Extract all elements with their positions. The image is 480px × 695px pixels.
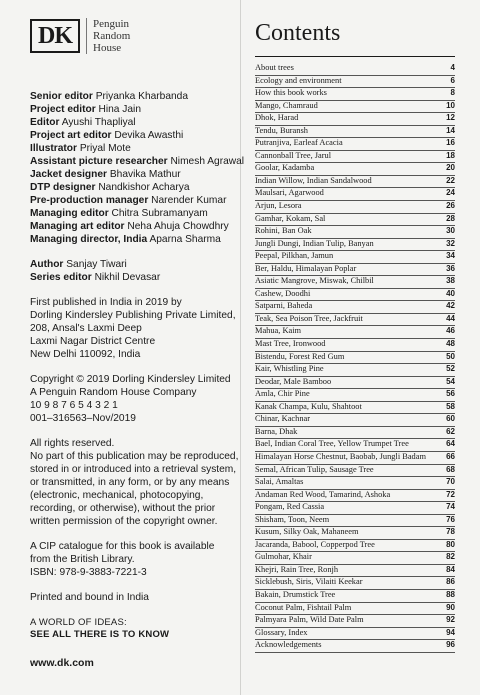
toc-entry-page: 16 (446, 138, 455, 148)
toc-entry-page: 34 (446, 251, 455, 261)
rights-line: (electronic, mechanical, photocopying, (30, 490, 204, 501)
toc-entry-page: 54 (446, 376, 455, 386)
credit-name: Priyanka Kharbanda (95, 91, 189, 102)
toc-entry-title: Semal, African Tulip, Sausage Tree (255, 464, 374, 474)
toc-entry-page: 76 (446, 514, 455, 524)
toc-entry-title: Salai, Amaltas (255, 477, 304, 487)
toc-entry-page: 4 (450, 63, 455, 72)
credit-role: Series editor (30, 272, 92, 283)
cip-line: A CIP catalogue for this book is available (30, 541, 215, 552)
toc-entry-title: Pongam, Red Cassia (255, 502, 325, 512)
toc-entry-title: Sicklebush, Siris, Vilaiti Keekar (255, 577, 363, 587)
toc-entry-page: 90 (446, 602, 455, 612)
copyright-line: 10 9 8 7 6 5 4 3 2 1 (30, 400, 118, 411)
credit-role: Illustrator (30, 143, 77, 154)
credit-row (30, 116, 235, 129)
toc-entry[interactable] (255, 414, 455, 427)
rights-line: No part of this publication may be reproduced, (30, 451, 239, 462)
toc-entry-title: Satparni, Baheda (255, 301, 313, 311)
toc-entry[interactable] (255, 364, 455, 377)
toc-entry-title: Shisham, Toon, Neem (255, 514, 330, 524)
credit-name: Chitra Subramanyam (111, 208, 208, 219)
toc-entry[interactable] (255, 465, 455, 478)
contents-page (255, 18, 455, 653)
author-credits (30, 258, 235, 284)
rights-line: written permission of the copyright owner. (30, 516, 218, 527)
toc-entry-title: Mahua, Kaim (255, 326, 302, 336)
toc-entry-page: 32 (446, 238, 455, 248)
toc-entry[interactable] (255, 590, 455, 603)
credit-row (30, 129, 235, 142)
toc-entry-page: 44 (446, 313, 455, 323)
toc-entry[interactable] (255, 527, 455, 540)
publisher-logo (30, 18, 235, 54)
credit-role: Pre-production manager (30, 195, 149, 206)
toc-entry[interactable] (255, 151, 455, 164)
toc-entry-title: Bakain, Drumstick Tree (255, 589, 336, 599)
credit-row (30, 181, 235, 194)
rights-line: stored in or introduced into a retrieval system, (30, 464, 237, 475)
toc-entry-page: 58 (446, 401, 455, 411)
publication-line: 208, Ansal's Laxmi Deep (30, 323, 142, 334)
tagline-line2: SEE ALL THERE IS TO KNOW (30, 629, 170, 640)
prh-line: Penguin (93, 18, 130, 30)
toc-entry-title: Cashew, Doodhi (255, 288, 311, 298)
toc-entry-title: Himalayan Horse Chestnut, Baobab, Jungli Badam (255, 451, 426, 461)
toc-entry-title: Chinar, Kachnar (255, 414, 311, 424)
toc-entry[interactable] (255, 540, 455, 553)
toc-entry-page: 62 (446, 426, 455, 436)
toc-entry-title: Glossary, Index (255, 627, 308, 637)
toc-entry[interactable] (255, 113, 455, 126)
toc-entry-page: 28 (446, 213, 455, 223)
credit-row (30, 271, 235, 284)
credit-name: Neha Ahuja Chowdhry (127, 221, 229, 232)
toc-entry-title: Rohini, Ban Oak (255, 226, 312, 236)
credit-name: Devika Awasthi (114, 130, 184, 141)
toc-entry-page: 20 (446, 163, 455, 173)
toc-entry[interactable] (255, 477, 455, 490)
toc-entry-title: Kair, Whistling Pine (255, 364, 324, 374)
credits-list (30, 90, 245, 246)
toc-entry[interactable] (255, 326, 455, 339)
credit-role: DTP designer (30, 182, 96, 193)
toc-entry[interactable] (255, 389, 455, 402)
toc-entry-page: 50 (446, 351, 455, 361)
credit-role: Managing art editor (30, 221, 125, 232)
credit-row (30, 142, 235, 155)
toc-entry[interactable] (255, 640, 455, 653)
toc-entry[interactable] (255, 439, 455, 452)
toc-entry[interactable] (255, 276, 455, 289)
toc-entry[interactable] (255, 239, 455, 252)
cip-line: ISBN: 978-9-3883-7221-3 (30, 567, 147, 578)
toc-entry-page: 70 (446, 477, 455, 487)
toc-entry-title: Peepal, Pilkhan, Jamun (255, 251, 334, 261)
dk-logo-mark: DK (30, 19, 80, 53)
toc-entry-title: Kanak Champa, Kulu, Shahtoot (255, 401, 362, 411)
publication-line: First published in India in 2019 by (30, 297, 182, 308)
credit-role: Editor (30, 117, 60, 128)
tagline-line1: A WORLD OF IDEAS: (30, 617, 127, 628)
toc-entry-title: Mango, Chamraud (255, 100, 318, 110)
toc-entry[interactable] (255, 76, 455, 89)
credit-row (30, 168, 235, 181)
toc-entry-title: Indian Willow, Indian Sandalwood (255, 175, 372, 185)
toc-entry-page: 74 (446, 502, 455, 512)
toc-entry-page: 18 (446, 150, 455, 160)
toc-entry-title: Mast Tree, Ironwood (255, 339, 326, 349)
credit-role: Managing editor (30, 208, 109, 219)
toc-entry-page: 10 (446, 100, 455, 110)
page-spine (240, 0, 241, 695)
toc-entry-title: Maulsari, Agarwood (255, 188, 324, 198)
dk-tagline (30, 617, 235, 641)
toc-entry[interactable] (255, 138, 455, 151)
publication-line: Laxmi Nagar District Centre (30, 336, 156, 347)
toc-entry[interactable] (255, 352, 455, 365)
toc-entry-page: 80 (446, 539, 455, 549)
printed-notice: Printed and bound in India (30, 592, 149, 603)
toc-entry-page: 46 (446, 326, 455, 336)
toc-entry[interactable] (255, 490, 455, 503)
toc-entry-page: 12 (446, 113, 455, 123)
rights-notice (30, 437, 239, 528)
toc-entry-title: Bistendu, Forest Red Gum (255, 351, 345, 361)
credit-row (30, 90, 235, 103)
toc-entry[interactable] (255, 615, 455, 628)
copyright-line: 001–316563–Nov/2019 (30, 413, 136, 424)
contents-title: Contents (255, 18, 455, 57)
publication-info (30, 296, 235, 361)
toc-entry-title: Jungli Dungi, Indian Tulip, Banyan (255, 238, 374, 248)
toc-entry-title: Palmyara Palm, Wild Date Palm (255, 615, 364, 625)
rights-line: recording, or otherwise), without the prior (30, 503, 216, 514)
credit-role: Project editor (30, 104, 96, 115)
toc-entry-page: 52 (446, 364, 455, 374)
copyright-info (30, 373, 235, 425)
toc-entry-title: Barna, Dhak (255, 426, 298, 436)
toc-entry-page: 38 (446, 276, 455, 286)
toc-entry-page: 94 (446, 627, 455, 637)
credit-row (30, 194, 235, 207)
contents-list (255, 63, 455, 653)
prh-line: House (93, 42, 122, 54)
toc-entry-title: Goolar, Kadamba (255, 163, 315, 173)
toc-entry-page: 68 (446, 464, 455, 474)
publication-line: Dorling Kindersley Publishing Private Limited, (30, 310, 236, 321)
toc-entry-title: Dhok, Harad (255, 113, 299, 123)
credit-row (30, 233, 235, 246)
credit-name: Hina Jain (98, 104, 141, 115)
toc-entry-title: Deodar, Male Bamboo (255, 376, 332, 386)
toc-entry[interactable] (255, 101, 455, 114)
credit-role: Project art editor (30, 130, 112, 141)
toc-entry-page: 26 (446, 201, 455, 211)
toc-entry-page: 88 (446, 589, 455, 599)
toc-entry-title: Kusum, Silky Oak, Mahaneem (255, 527, 359, 537)
toc-entry-title: Cannonball Tree, Jarul (255, 150, 332, 160)
toc-entry-page: 86 (446, 577, 455, 587)
toc-entry-page: 60 (446, 414, 455, 424)
toc-entry-page: 40 (446, 288, 455, 298)
toc-entry[interactable] (255, 314, 455, 327)
credit-name: Priyal Mote (79, 143, 131, 154)
publication-line: New Delhi 110092, India (30, 349, 141, 360)
toc-entry-title: Andaman Red Wood, Tamarind, Ashoka (255, 489, 391, 499)
toc-entry-title: Ber, Haldu, Himalayan Poplar (255, 263, 357, 273)
toc-entry[interactable] (255, 214, 455, 227)
credit-name: Nimesh Agrawal (170, 156, 245, 167)
prh-wordmark (93, 18, 130, 54)
toc-entry[interactable] (255, 377, 455, 390)
credit-role: Jacket designer (30, 169, 108, 180)
imprint-page (30, 18, 245, 669)
toc-entry-page: 64 (446, 439, 455, 449)
credit-row (30, 258, 235, 271)
toc-entry-title: Jacaranda, Babool, Copperpod Tree (255, 539, 375, 549)
toc-entry-page: 78 (446, 527, 455, 537)
website-link[interactable]: www.dk.com (30, 657, 94, 669)
logo-divider (86, 18, 87, 54)
copyright-line: A Penguin Random House Company (30, 387, 197, 398)
credit-row (30, 103, 235, 116)
toc-entry[interactable] (255, 339, 455, 352)
cip-line: from the British Library. (30, 554, 135, 565)
credit-name: Aparna Sharma (149, 234, 221, 245)
credit-row (30, 207, 235, 220)
toc-entry[interactable] (255, 427, 455, 440)
toc-entry[interactable] (255, 226, 455, 239)
toc-entry[interactable] (255, 176, 455, 189)
toc-entry[interactable] (255, 552, 455, 565)
toc-entry[interactable] (255, 515, 455, 528)
toc-entry-title: Tendu, Buransh (255, 125, 308, 135)
credit-name: Ayushi Thapliyal (61, 117, 136, 128)
toc-entry-page: 84 (446, 564, 455, 574)
toc-entry[interactable] (255, 565, 455, 578)
toc-entry[interactable] (255, 264, 455, 277)
credit-row (30, 220, 235, 233)
credit-role: Assistant picture researcher (30, 156, 168, 167)
toc-entry[interactable] (255, 402, 455, 415)
toc-entry[interactable] (255, 201, 455, 214)
toc-entry[interactable] (255, 289, 455, 302)
toc-entry-page: 24 (446, 188, 455, 198)
toc-entry[interactable] (255, 628, 455, 641)
toc-entry-title: How this book works (255, 88, 327, 98)
toc-entry-page: 82 (446, 552, 455, 562)
toc-entry[interactable] (255, 452, 455, 465)
toc-entry-page: 96 (446, 640, 455, 650)
toc-entry-page: 22 (446, 175, 455, 185)
toc-entry-title: Putranjiva, Earleaf Acacia (255, 138, 343, 148)
toc-entry-page: 56 (446, 389, 455, 399)
toc-entry-page: 8 (450, 88, 455, 98)
toc-entry-title: Bael, Indian Coral Tree, Yellow Trumpet Tree (255, 439, 409, 449)
rights-line: All rights reserved. (30, 438, 115, 449)
credit-role: Author (30, 259, 64, 270)
copyright-line: Copyright © 2019 Dorling Kindersley Limited (30, 374, 231, 385)
toc-entry-page: 14 (446, 125, 455, 135)
credit-name: Nandkishor Acharya (98, 182, 190, 193)
toc-entry[interactable] (255, 577, 455, 590)
toc-entry[interactable] (255, 188, 455, 201)
toc-entry-title: About trees (255, 63, 294, 72)
toc-entry-title: Gamhar, Kokam, Sal (255, 213, 326, 223)
toc-entry-page: 72 (446, 489, 455, 499)
credit-name: Bhavika Mathur (109, 169, 181, 180)
toc-entry-title: Acknowledgements (255, 640, 322, 650)
credit-row (30, 155, 245, 168)
credit-name: Narender Kumar (151, 195, 227, 206)
toc-entry-page: 36 (446, 263, 455, 273)
credit-name: Nikhil Devasar (94, 272, 161, 283)
toc-entry-title: Khejri, Rain Tree, Ronjh (255, 564, 339, 574)
toc-entry-page: 42 (446, 301, 455, 311)
toc-entry-title: Teak, Sea Poison Tree, Jackfruit (255, 313, 363, 323)
toc-entry-title: Arjun, Lesora (255, 201, 302, 211)
toc-entry[interactable] (255, 502, 455, 515)
toc-entry[interactable] (255, 88, 455, 101)
cip-notice (30, 540, 235, 579)
rights-line: or transmitted, in any form, or by any means (30, 477, 230, 488)
toc-entry-title: Amla, Chir Pine (255, 389, 310, 399)
toc-entry-title: Coconut Palm, Fishtail Palm (255, 602, 352, 612)
toc-entry-page: 66 (446, 451, 455, 461)
toc-entry-page: 92 (446, 615, 455, 625)
toc-entry[interactable] (255, 251, 455, 264)
toc-entry[interactable] (255, 126, 455, 139)
toc-entry[interactable] (255, 163, 455, 176)
toc-entry-title: Ecology and environment (255, 75, 342, 85)
toc-entry-title: Gulmohar, Khair (255, 552, 312, 562)
prh-line: Random (93, 30, 131, 42)
toc-entry[interactable] (255, 603, 455, 616)
toc-entry[interactable] (255, 301, 455, 314)
toc-entry-page: 30 (446, 226, 455, 236)
toc-entry-page: 48 (446, 339, 455, 349)
credit-role: Managing director, India (30, 234, 148, 245)
toc-entry-title: Asiatic Mangrove, Miswak, Chilbil (255, 276, 374, 286)
credit-name: Sanjay Tiwari (66, 259, 127, 270)
credit-role: Senior editor (30, 91, 93, 102)
toc-entry-page: 6 (450, 75, 455, 85)
toc-entry[interactable] (255, 63, 455, 76)
